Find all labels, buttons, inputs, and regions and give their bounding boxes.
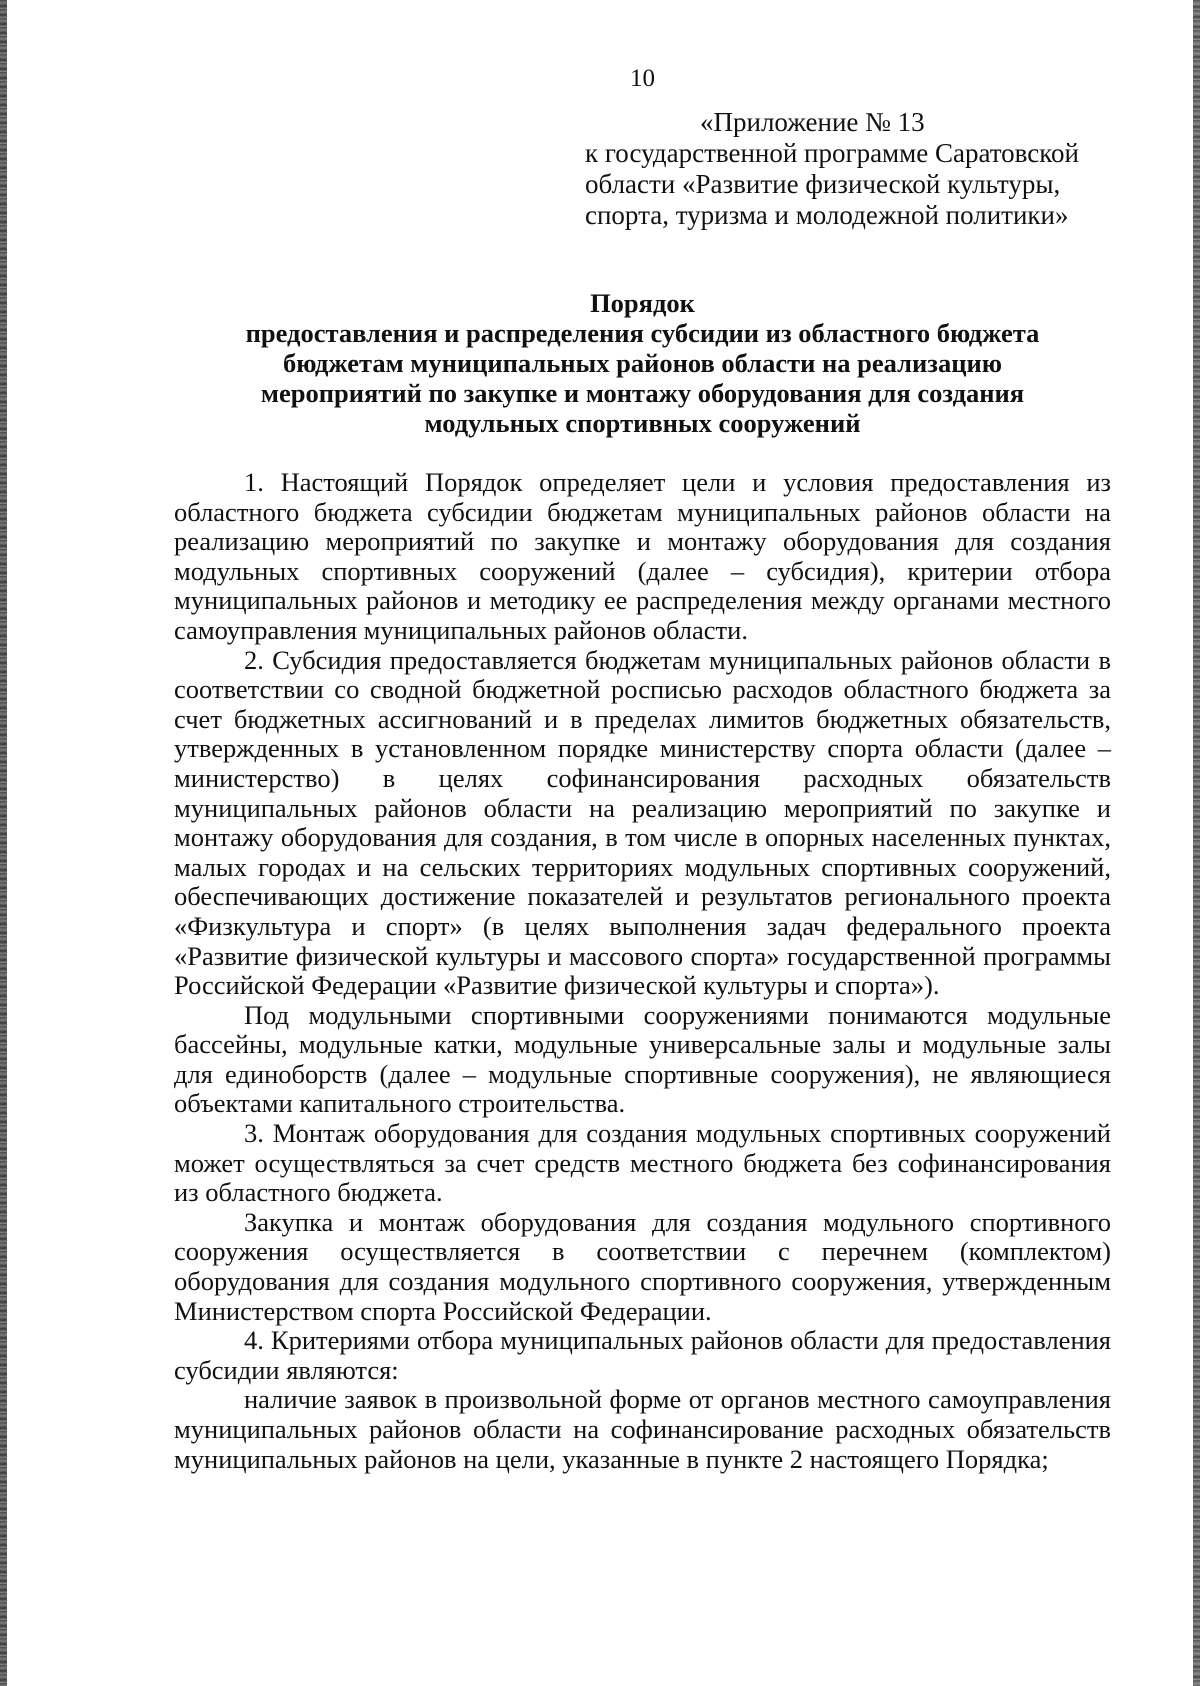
paragraph-2: 2. Субсидия предоставляется бюджетам муниципальных районов области в соответствии со сводной бюджетной росписью расходов областного бюджета за счет бюджетных ассигнований и в пределах лимитов бюджетных обязательств, утвержденных в установленном порядке министерству спорта области (далее – министерство) в целях софинансирования расходных обязательств муниципальных районов области на реализацию мероприятий по закупке и монтажу оборудования для создания, в том числе в опорных населенных пунктах, малых городах и на сельских территориях модульных спортивных сооружений, обеспечивающих достижение показателей и результатов регионального проекта «Физкультура и спорт» (в целях выполнения задач федерального проекта «Развитие физической культуры и массового спорта» государственной программы Российской Федерации «Развитие физической культуры и спорта»).	[174, 644, 1111, 1001]
scan-edge-right	[1193, 0, 1200, 1686]
appendix-number: «Приложение № 13	[700, 107, 925, 137]
paragraph-4: 4. Критериями отбора муниципальных районов области для предоставления субсидии являются:	[174, 1325, 1111, 1385]
paragraph-3-procurement: Закупка и монтаж оборудования для создания модульного спортивного сооружения осуществляется в соответствии с перечнем (комплектом) оборудования для создания модульного спортивного сооружения, утвержденным Министерством спорта Российской Федерации.	[174, 1206, 1111, 1326]
appendix-line: области «Развитие физической культуры,	[585, 169, 1061, 199]
title-heading: Порядок	[590, 288, 695, 318]
paragraph-1: 1. Настоящий Порядок определяет цели и условия предоставления из областного бюджета субсидии бюджетам муниципальных районов области на реализацию мероприятий по закупке и монтажу оборудования для создания модульных спортивных сооружений (далее – субсидия), критерии отбора муниципальных районов и методику ее распределения между органами местного самоуправления муниципальных районов области.	[174, 467, 1111, 645]
page-number: 10	[630, 65, 655, 92]
appendix-line: спорта, туризма и молодежной политики»	[585, 200, 1069, 230]
title-line: бюджетам муниципальных районов области на реализацию	[282, 348, 1002, 378]
appendix-header	[585, 107, 1115, 231]
paragraph-4-criterion: наличие заявок в произвольной форме от органов местного самоуправления муниципальных районов области на софинансирование расходных обязательств муниципальных районов на цели, указанные в пункте 2 настоящего Порядка;	[174, 1384, 1111, 1474]
title-line: модульных спортивных сооружений	[424, 408, 861, 438]
title-line: мероприятий по закупке и монтажу оборудования для создания	[260, 378, 1025, 408]
title-line: предоставления и распределения субсидии из областного бюджета	[245, 318, 1040, 348]
scan-edge-left	[0, 0, 7, 1686]
appendix-line: к государственной программе Саратовской	[585, 138, 1079, 168]
document-title	[174, 288, 1111, 438]
paragraph-3: 3. Монтаж оборудования для создания модульных спортивных сооружений может осуществляться за счет средств местного бюджета без софинансирования из областного бюджета.	[174, 1118, 1111, 1208]
document-body	[174, 468, 1111, 1474]
paragraph-2-definition: Под модульными спортивными сооружениями понимаются модульные бассейны, модульные катки, модульные универсальные залы и модульные залы для единоборств (далее – модульные спортивные сооружения), не являющиеся объектами капитального строительства.	[174, 999, 1111, 1119]
